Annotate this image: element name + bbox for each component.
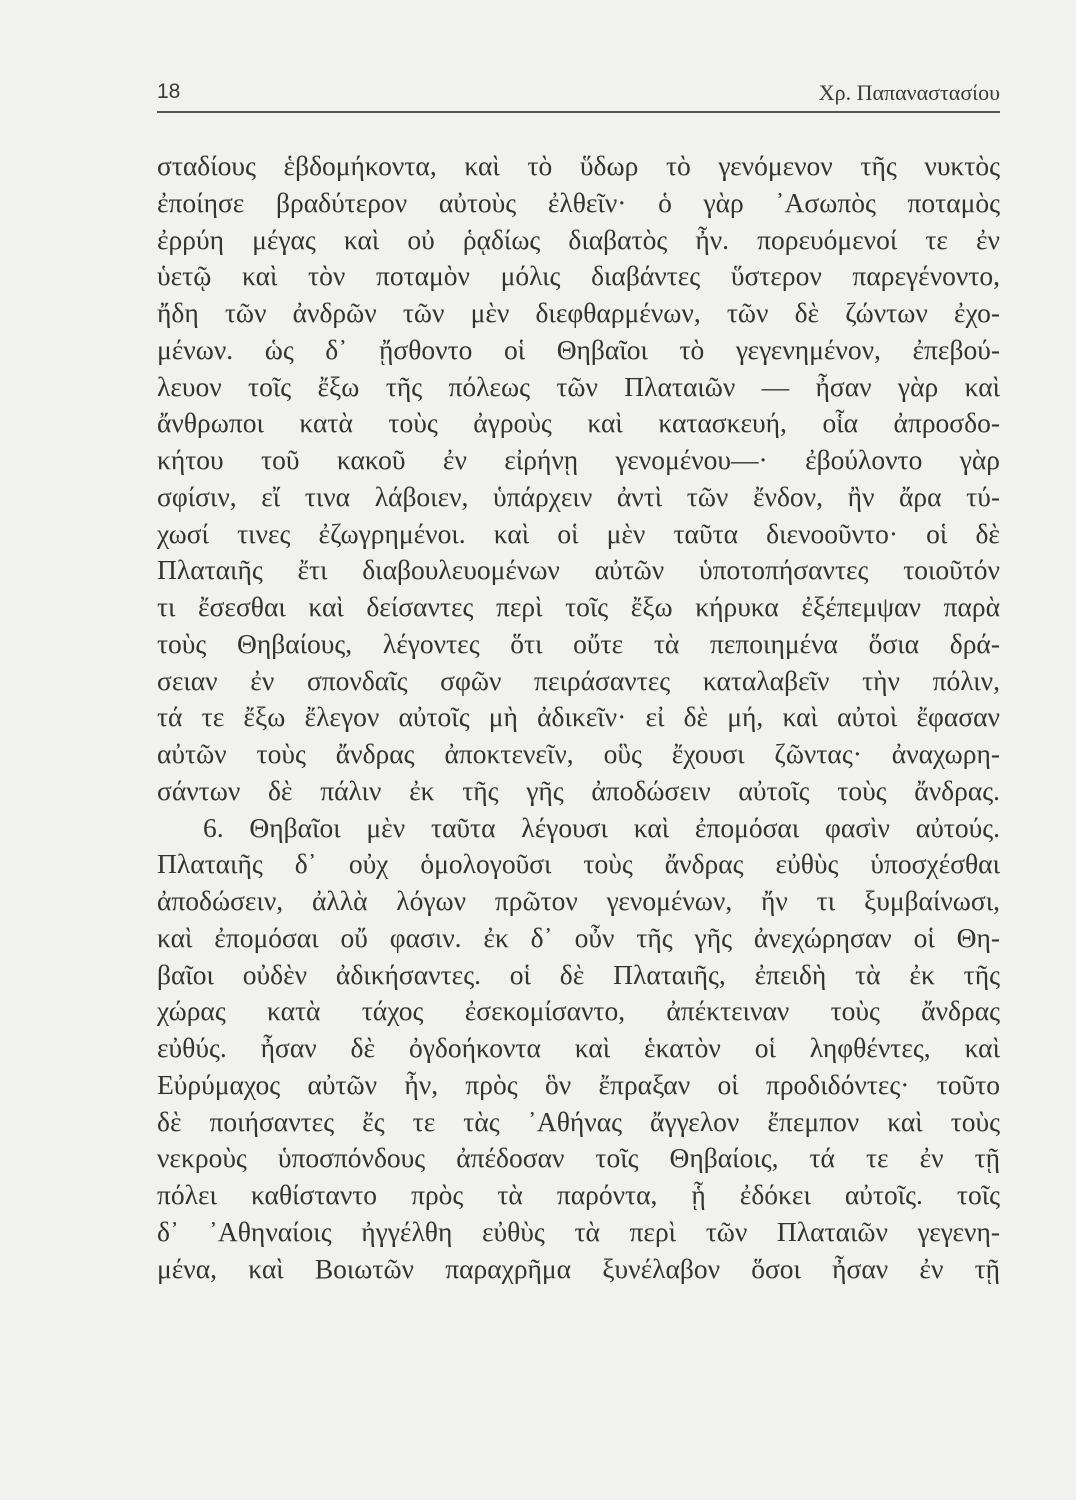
text-line: ἄνθρωποι κατὰ τοὺς ἀγροὺς καὶ κατασκευή, οἷα ἀπροσδο- (157, 407, 1000, 439)
page-header (157, 76, 1000, 106)
text-line: νεκροὺς ὑποσπόνδους ἀπέδοσαν τοῖς Θηβαίοις, τά τε ἐν τῇ (157, 1142, 1000, 1174)
text-line: καὶ ἐπομόσαι οὔ φασιν. ἐκ δ᾿ οὖν τῆς γῆς ἀνεχώρησαν οἱ Θη- (157, 921, 1000, 953)
text-line: Εὐρύμαχος αὐτῶν ἦν, πρὸς ὃν ἔπραξαν οἱ προδιδόντες· τοῦτο (157, 1068, 1000, 1100)
text-line: βαῖοι οὐδὲν ἀδικήσαντες. οἱ δὲ Πλαταιῆς, ἐπειδὴ τὰ ἐκ τῆς (157, 958, 1000, 990)
page-number: 18 (157, 80, 181, 103)
text-line: σειαν ἐν σπονδαῖς σφῶν πειράσαντες καταλαβεῖν τὴν πόλιν, (157, 664, 1000, 696)
text-line: τι ἔσεσθαι καὶ δείσαντες περὶ τοῖς ἔξω κήρυκα ἐξέπεμψαν παρὰ (157, 591, 1000, 622)
text-line: κήτου τοῦ κακοῦ ἐν εἰρήνῃ γενομένου—· ἐβούλοντο γὰρ (157, 444, 1000, 475)
body-text (157, 148, 1000, 1287)
text-line: μένα, καὶ Βοιωτῶν παραχρῆμα ξυνέλαβον ὅσοι ἦσαν ἐν τῇ (157, 1252, 1000, 1284)
text-line: μένων. ὡς δ᾿ ᾔσθοντο οἱ Θηβαῖοι τὸ γεγενημένον, ἐπεβού- (157, 333, 1000, 365)
text-line: ἐποίησε βραδύτερον αὐτοὺς ἐλθεῖν· ὁ γὰρ ᾿Ασωπὸς ποταμὸς (157, 186, 1000, 218)
paragraph-start-line: 6. Θηβαῖοι μὲν ταῦτα λέγουσι καὶ ἐπομόσαι φασὶν αὐτούς. (203, 811, 1000, 843)
text-line: χωσί τινες ἐζωγρημένοι. καὶ οἱ μὲν ταῦτα διενοοῦντο· οἱ δὲ (157, 517, 1000, 549)
running-head: Χρ. Παπαναστασίου (818, 80, 1000, 105)
text-line: λευον τοῖς ἔξω τῆς πόλεως τῶν Πλαταιῶν — ἦσαν γὰρ καὶ (157, 370, 1000, 402)
text-line: σταδίους ἑβδομήκοντα, καὶ τὸ ὕδωρ τὸ γενόμενον τῆς νυκτὸς (157, 150, 1000, 181)
text-line: δ᾿ ᾿Αθηναίοις ἠγγέλθη εὐθὺς τὰ περὶ τῶν Πλαταιῶν γεγενη- (157, 1215, 1000, 1247)
text-line: πόλει καθίσταντο πρὸς τὰ παρόντα, ᾗ ἐδόκει αὐτοῖς. τοῖς (157, 1179, 1000, 1210)
text-line: σφίσιν, εἴ τινα λάβοιεν, ὑπάρχειν ἀντὶ τῶν ἔνδον, ἢν ἄρα τύ- (157, 480, 1000, 512)
text-line: τοὺς Θηβαίους, λέγοντες ὅτι οὔτε τὰ πεποιημένα ὅσια δρά- (157, 627, 1000, 659)
text-line: αὐτῶν τοὺς ἄνδρας ἀποκτενεῖν, οὓς ἔχουσι ζῶντας· ἀναχωρη- (157, 738, 1000, 769)
text-line: τά τε ἔξω ἔλεγον αὐτοῖς μὴ ἀδικεῖν· εἰ δὲ μή, καὶ αὐτοὶ ἔφασαν (157, 701, 1000, 733)
text-line: Πλαταιῆς ἔτι διαβουλευομένων αὐτῶν ὑποτοπήσαντες τοιοῦτόν (157, 554, 1000, 586)
text-line: ἤδη τῶν ἀνδρῶν τῶν μὲν διεφθαρμένων, τῶν δὲ ζώντων ἐχο- (157, 297, 1000, 328)
text-line: ἐρρύη μέγας καὶ οὐ ῥᾳδίως διαβατὸς ἦν. πορευόμενοί τε ἐν (157, 223, 1000, 255)
text-line: ἀποδώσειν, ἀλλὰ λόγων πρῶτον γενομένων, ἤν τι ξυμβαίνωσι, (157, 885, 1000, 916)
header-rule (157, 111, 1000, 113)
text-line: Πλαταιῆς δ᾿ οὐχ ὁμολογοῦσι τοὺς ἄνδρας εὐθὺς ὑποσχέσθαι (157, 848, 1000, 880)
text-line: χώρας κατὰ τάχος ἐσεκομίσαντο, ἀπέκτειναν τοὺς ἄνδρας (157, 995, 1000, 1027)
text-line: σάντων δὲ πάλιν ἐκ τῆς γῆς ἀποδώσειν αὐτοῖς τοὺς ἄνδρας. (157, 774, 1000, 806)
text-line: δὲ ποιήσαντες ἔς τε τὰς ᾿Αθήνας ἄγγελον ἔπεμπον καὶ τοὺς (157, 1105, 1000, 1137)
text-line: ὑετῷ καὶ τὸν ποταμὸν μόλις διαβάντες ὕστερον παρεγένοντο, (157, 260, 1000, 292)
text-line: εὐθύς. ἦσαν δὲ ὀγδοήκοντα καὶ ἑκατὸν οἱ ληφθέντες, καὶ (157, 1032, 1000, 1063)
